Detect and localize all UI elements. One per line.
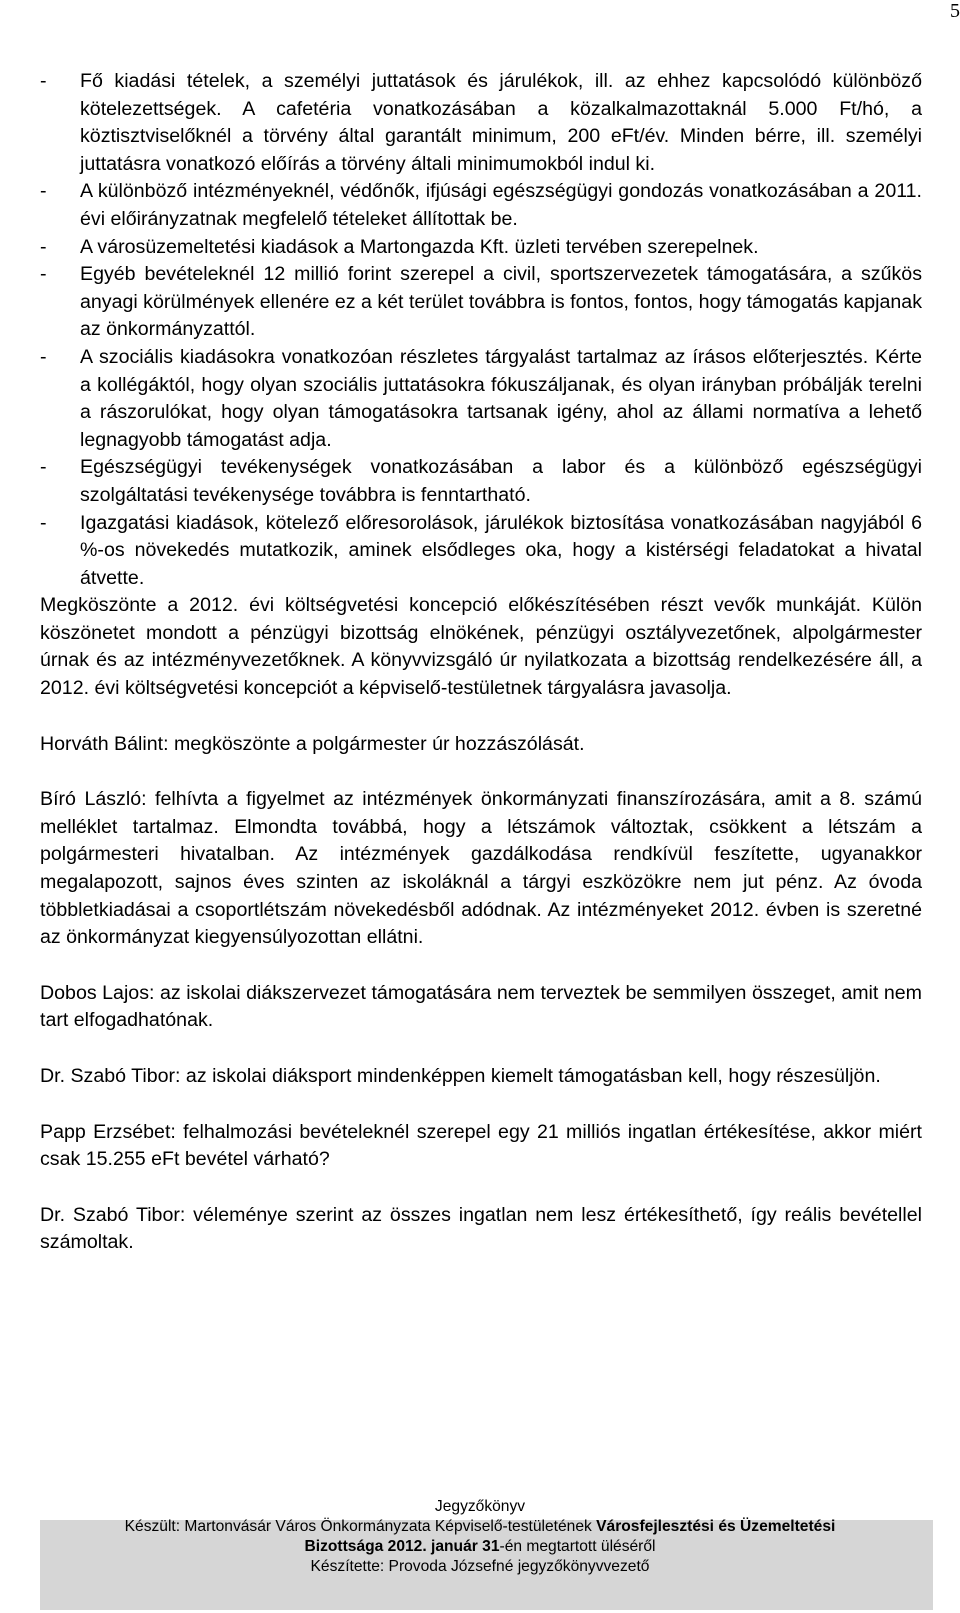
bullet-list xyxy=(40,68,922,592)
list-item xyxy=(40,261,922,344)
footer-line-3-bold: Bizottsága 2012. január 31 xyxy=(304,1538,500,1555)
page-footer xyxy=(0,1497,960,1577)
dash-marker: - xyxy=(40,456,47,479)
dash-marker: - xyxy=(40,263,47,286)
list-item xyxy=(40,344,922,454)
footer-line-3 xyxy=(0,1537,960,1557)
paragraph-biro: Bíró László: felhívta a figyelmet az intézmények önkormányzati finanszírozására, amit a 8. számú melléklet tartalmaz. Elmondta továbbá, hogy a létszámok változtak, csökkent a létszám a polgármesteri hivatalban. Az intézmények gazdálkodása rendkívül feszítette, ugyanakkor megalapozott, sajnos éves szinten az iskoláknál a tárgyi eszközökre nem jut pénz. Az óvoda többletkiadásai a csoportlétszám növekedésből adódnak. Az intézményeket 2012. évben is szeretné az önkormányzat kiegyensúlyozottan ellátni. xyxy=(40,788,922,949)
list-item-text: A különböző intézményeknél, védőnők, ifjúsági egészségügyi gondozás vonatkozásában a 2011. évi előirányzatnak megfelelő tételeket állítottak be. xyxy=(80,180,922,230)
footer-line-3-plain: -én megtartott üléséről xyxy=(499,1538,656,1555)
dash-marker: - xyxy=(40,511,47,534)
paragraph-horvath: Horváth Bálint: megköszönte a polgármester úr hozzászólását. xyxy=(40,732,585,755)
document-body xyxy=(40,68,922,1257)
list-item-text: Egészségügyi tevékenységek vonatkozásában a labor és a különböző egészségügyi szolgáltatási tevékenysége továbbra is fenntartható. xyxy=(80,456,922,506)
footer-title: Jegyzőkönyv xyxy=(434,1498,526,1515)
list-item-text: Igazgatási kiadások, kötelező előresorolások, járulékok biztosítása vonatkozásában nagyjából 6 %-os növekedés mutatkozik, aminek elsődleges oka, hogy a kistérségi feladatokat a hivatal átvette. xyxy=(80,511,922,589)
list-item-text: Fő kiadási tételek, a személyi juttatások és járulékok, ill. az ehhez kapcsolódó különböző kötelezettségek. A cafetéria vonatkozásában a közalkalmazottaknál 5.000 Ft/hó, a köztisztviselőknél a törvény által garantált minimum, 200 eFt/év. Minden bérre, ill. személyi juttatásra vonatkozó előírás a törvény általi minimumokból indul ki. xyxy=(80,70,922,175)
footer-line-2-bold: Városfejlesztési és Üzemeltetési xyxy=(596,1518,836,1535)
paragraph-szabo-1: Dr. Szabó Tibor: az iskolai diáksport mindenképpen kiemelt támogatásban kell, hogy részesüljön. xyxy=(40,1065,881,1087)
paragraph-papp: Papp Erzsébet: felhalmozási bevételeknél szerepel egy 21 milliós ingatlan értékesítése, akkor miért csak 15.255 eFt bevétel várható? xyxy=(40,1120,922,1171)
dash-marker: - xyxy=(40,345,47,368)
list-item xyxy=(40,454,922,509)
dash-marker: - xyxy=(40,235,47,258)
list-item xyxy=(40,68,922,178)
list-item xyxy=(40,234,922,262)
dash-marker: - xyxy=(40,70,47,92)
page-number: 5 xyxy=(950,0,960,22)
paragraph-thanks: Megköszönte a 2012. évi költségvetési koncepció előkészítésében részt vevők munkáját. Külön köszönetet mondott a pénzügyi bizottság elnökének, pénzügyi osztályvezetőnek, alpolgármester úrnak és az intézményvezetőknek. A könyvvizsgáló úr nyilatkozata a bizottság rendelkezésére áll, a 2012. évi költségvetési koncepciót a képviselő-testületnek tárgyalásra javasolja. xyxy=(40,594,922,700)
footer-line-2-plain: Készült: Martonvásár Város Önkormányzata Képviselő-testületének xyxy=(124,1518,597,1535)
footer-line-4: Készítette: Provoda Józsefné jegyzőkönyvvezető xyxy=(310,1558,650,1575)
paragraph-dobos: Dobos Lajos: az iskolai diákszervezet támogatására nem terveztek be semmilyen összeget, amit nem tart elfogadhatónak. xyxy=(40,981,922,1032)
list-item xyxy=(40,178,922,233)
list-item-text: Egyéb bevételeknél 12 millió forint szerepel a civil, sportszervezetek támogatására, a szűkös anyagi körülmények ellenére ez a két terület továbbra is fontos, fontos, hogy támogatás kapjanak az önkormányzattól. xyxy=(80,263,922,341)
list-item-text: A szociális kiadásokra vonatkozóan részletes tárgyalást tartalmaz az írásos előterjesztés. Kérte a kollégáktól, hogy olyan szociális juttatásokra fókuszáljanak, és olyan irányban próbálják terelni a rászorulókat, hogy olyan támogatásokra tartsanak igény, ahol az állami normatíva a lehető legnagyobb támogatást adja. xyxy=(80,345,922,451)
dash-marker: - xyxy=(40,180,47,203)
list-item-text: A városüzemeltetési kiadások a Martongazda Kft. üzleti tervében szerepelnek. xyxy=(80,235,759,258)
footer-line-2 xyxy=(0,1517,960,1537)
paragraph-szabo-2: Dr. Szabó Tibor: véleménye szerint az összes ingatlan nem lesz értékesíthető, így reális bevétellel számoltak. xyxy=(40,1203,922,1254)
list-item xyxy=(40,510,922,593)
